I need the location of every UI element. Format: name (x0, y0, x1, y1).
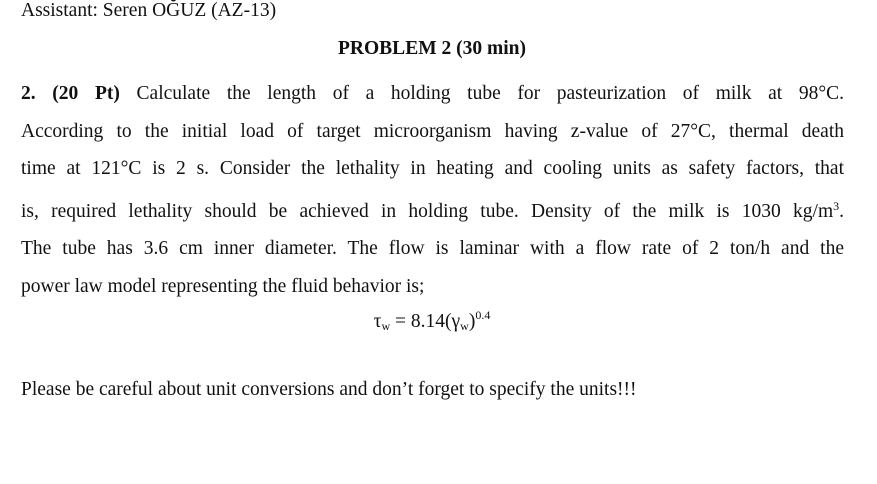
problem-statement (21, 75, 844, 305)
problem-text-1: Calculate the length of a holding tube for pasteurization of milk at 98°C. (136, 83, 845, 104)
problem-line-4 (21, 188, 844, 231)
formula-tau-sub: w (381, 319, 391, 333)
problem-line-5: The tube has 3.6 cm inner diameter. The flow is laminar with a flow rate of 2 ton/h and the (21, 238, 844, 259)
formula-gamma-sub: w (460, 319, 469, 333)
units-note: Please be careful about unit conversions and don’t forget to specify the units!!! (21, 379, 637, 400)
problem-line-1 (21, 75, 844, 113)
problem-title: PROBLEM 2 (30 min) (338, 38, 526, 59)
formula-exponent: 0.4 (475, 308, 491, 322)
density-suffix: . (839, 200, 844, 222)
problem-line-6: power law model representing the fluid behavior is; (21, 275, 425, 297)
problem-points: (20 Pt) (52, 83, 120, 104)
assistant-line: Assistant: Seren OĞUZ (AZ-13) (21, 0, 277, 21)
power-law-formula (0, 302, 864, 339)
formula-close: ) (468, 311, 476, 332)
problem-line-3: time at 121°C is 2 s. Consider the lethality in heating and cooling units as safety factors, that (21, 158, 844, 179)
problem-line-2: According to the initial load of target microorganism having z-value of 27°C, thermal death (21, 120, 844, 142)
density-exponent: 3 (833, 198, 840, 213)
formula-equals: = 8.14(γ (390, 311, 461, 332)
formula-tau: τ (373, 311, 382, 332)
problem-text-4: is, required lethality should be achieved in holding tube. Density of the milk is 1030 kg/m (21, 200, 834, 222)
problem-number: 2. (21, 83, 36, 104)
